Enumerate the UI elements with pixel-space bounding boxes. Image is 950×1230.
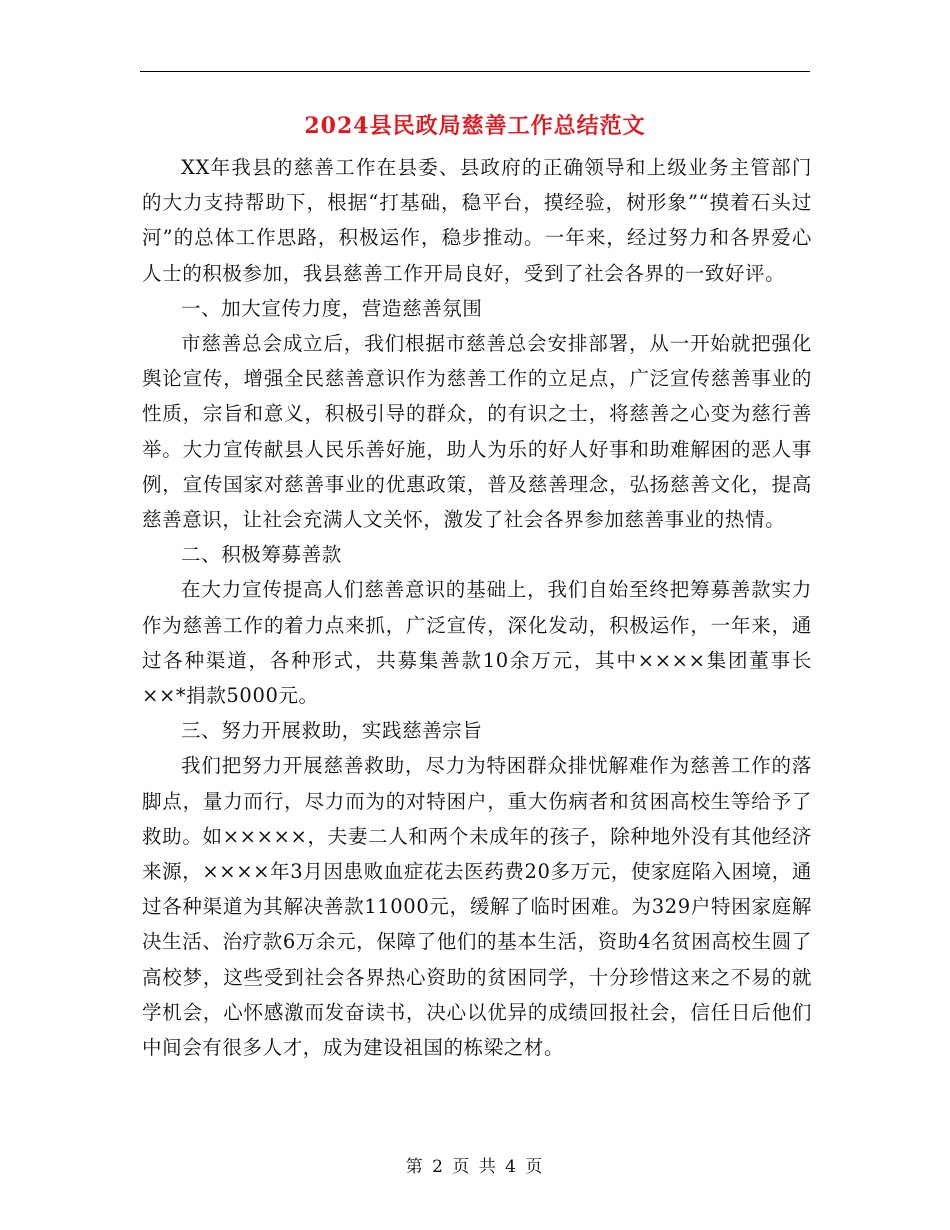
section-heading-3: 三、努力开展救助，实践慈善宗旨 (181, 719, 483, 743)
paragraph-fundraising: 在大力宣传提高人们慈善意识的基础上，我们自始至终把筹募善款实力作为慈善工作的着力点来抓，广泛宣传，深化发动，积极运作，一年来，通过各种渠道，各种形式，共募集善款10余万元，其中××××集团董事长××*捐款5000元。 (142, 578, 812, 708)
document-body (142, 150, 812, 1065)
paragraph-relief: 我们把努力开展慈善救助，尽力为特困群众排忧解难作为慈善工作的落脚点，量力而行，尽力而为的对特困户，重大伤病者和贫困高校生等给予了救助。如×××××，夫妻二人和两个未成年的孩子，除种地外没有其他经济来源，××××年3月因患败血症花去医药费20多万元，使家庭陷入困境，通过各种渠道为其解决善款11000元，缓解了临时困难。为329户特困家庭解决生活、治疗款6万余元，保障了他们的基本生活，资助4名贫困高校生圆了高校梦，这些受到社会各界热心资助的贫困同学，十分珍惜这来之不易的就学机会，心怀感激而发奋读书，决心以优异的成绩回报社会，信任日后他们中间会有很多人才，成为建设祖国的栋梁之材。 (142, 754, 812, 1060)
paragraph-intro: XX年我县的慈善工作在县委、县政府的正确领导和上级业务主管部门的大力支持帮助下，根据“打基础，稳平台，摸经验，树形象”“摸着石头过河”的总体工作思路，积极运作，稳步推动。一年来，经过努力和各界爱心人士的积极参加，我县慈善工作开局良好，受到了社会各界的一致好评。 (142, 156, 812, 285)
header-rule (140, 71, 810, 72)
section-heading-2: 二、积极筹募善款 (181, 543, 342, 567)
section-heading-1: 一、加大宣传力度，营造慈善氛围 (181, 296, 483, 320)
paragraph-publicity: 市慈善总会成立后，我们根据市慈善总会安排部署，从一开始就把强化舆论宣传，增强全民慈善意识作为慈善工作的立足点，广泛宣传慈善事业的性质，宗旨和意义，积极引导的群众，的有识之士，将慈善之心变为慈行善举。大力宣传献县人民乐善好施，助人为乐的好人好事和助难解困的恶人事例，宣传国家对慈善事业的优惠政策，普及慈善理念，弘扬慈善文化，提高慈善意识，让社会充满人文关怀，激发了社会各界参加慈善事业的热情。 (142, 332, 812, 532)
document-title: 2024县民政局慈善工作总结范文 (304, 113, 646, 139)
page-footer: 第 2 页 共 4 页 (405, 1157, 545, 1177)
